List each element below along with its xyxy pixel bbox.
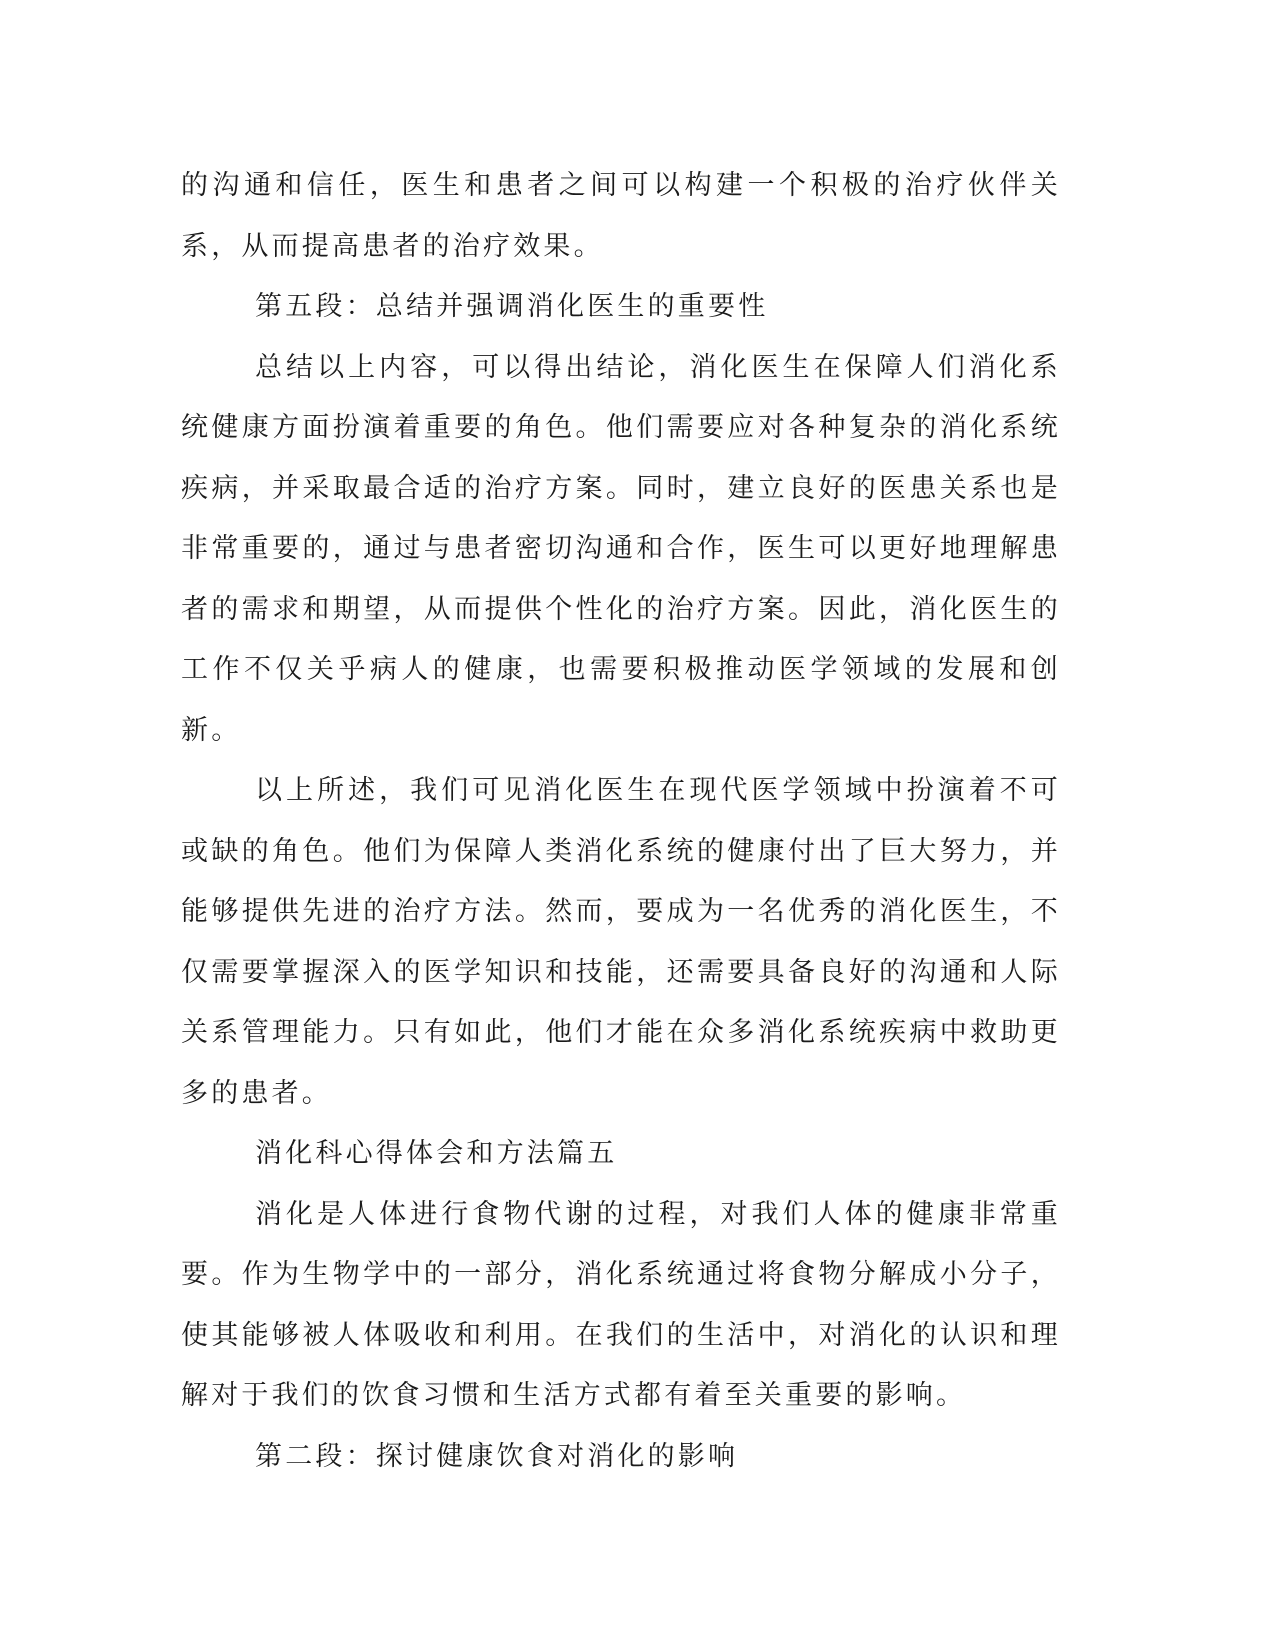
paragraph-digestion-intro: 消化是人体进行食物代谢的过程，对我们人体的健康非常重要。作为生物学中的一部分，消化系统通过将食物分解成小分子，使其能够被人体吸收和利用。在我们的生活中，对消化的认识和理解对于我们的饮食习惯和生活方式都有着至关重要的影响。 xyxy=(181,1198,1061,1411)
article-title-part5: 消化科心得体会和方法篇五 xyxy=(255,1138,618,1169)
paragraph-conclusion: 以上所述，我们可见消化医生在现代医学领域中扮演着不可或缺的角色。他们为保障人类消化系统的健康付出了巨大努力，并能够提供先进的治疗方法。然而，要成为一名优秀的消化医生，不仅需要掌握深入的医学知识和技能，还需要具备良好的沟通和人际关系管理能力。只有如此，他们才能在众多消化系统疾病中救助更多的患者。 xyxy=(181,775,1061,1109)
paragraph-continuation: 的沟通和信任，医生和患者之间可以构建一个积极的治疗伙伴关系，从而提高患者的治疗效果。 xyxy=(181,170,1061,262)
paragraph-summary: 总结以上内容，可以得出结论，消化医生在保障人们消化系统健康方面扮演着重要的角色。他们需要应对各种复杂的消化系统疾病，并采取最合适的治疗方案。同时，建立良好的医患关系也是非常重要的，通过与患者密切沟通和合作，医生可以更好地理解患者的需求和期望，从而提供个性化的治疗方案。因此，消化医生的工作不仅关乎病人的健康，也需要积极推动医学领域的发展和创新。 xyxy=(181,351,1061,746)
document-body xyxy=(181,156,1061,1487)
section-heading-5: 第五段：总结并强调消化医生的重要性 xyxy=(255,291,769,322)
section-heading-2: 第二段：探讨健康饮食对消化的影响 xyxy=(255,1440,739,1472)
